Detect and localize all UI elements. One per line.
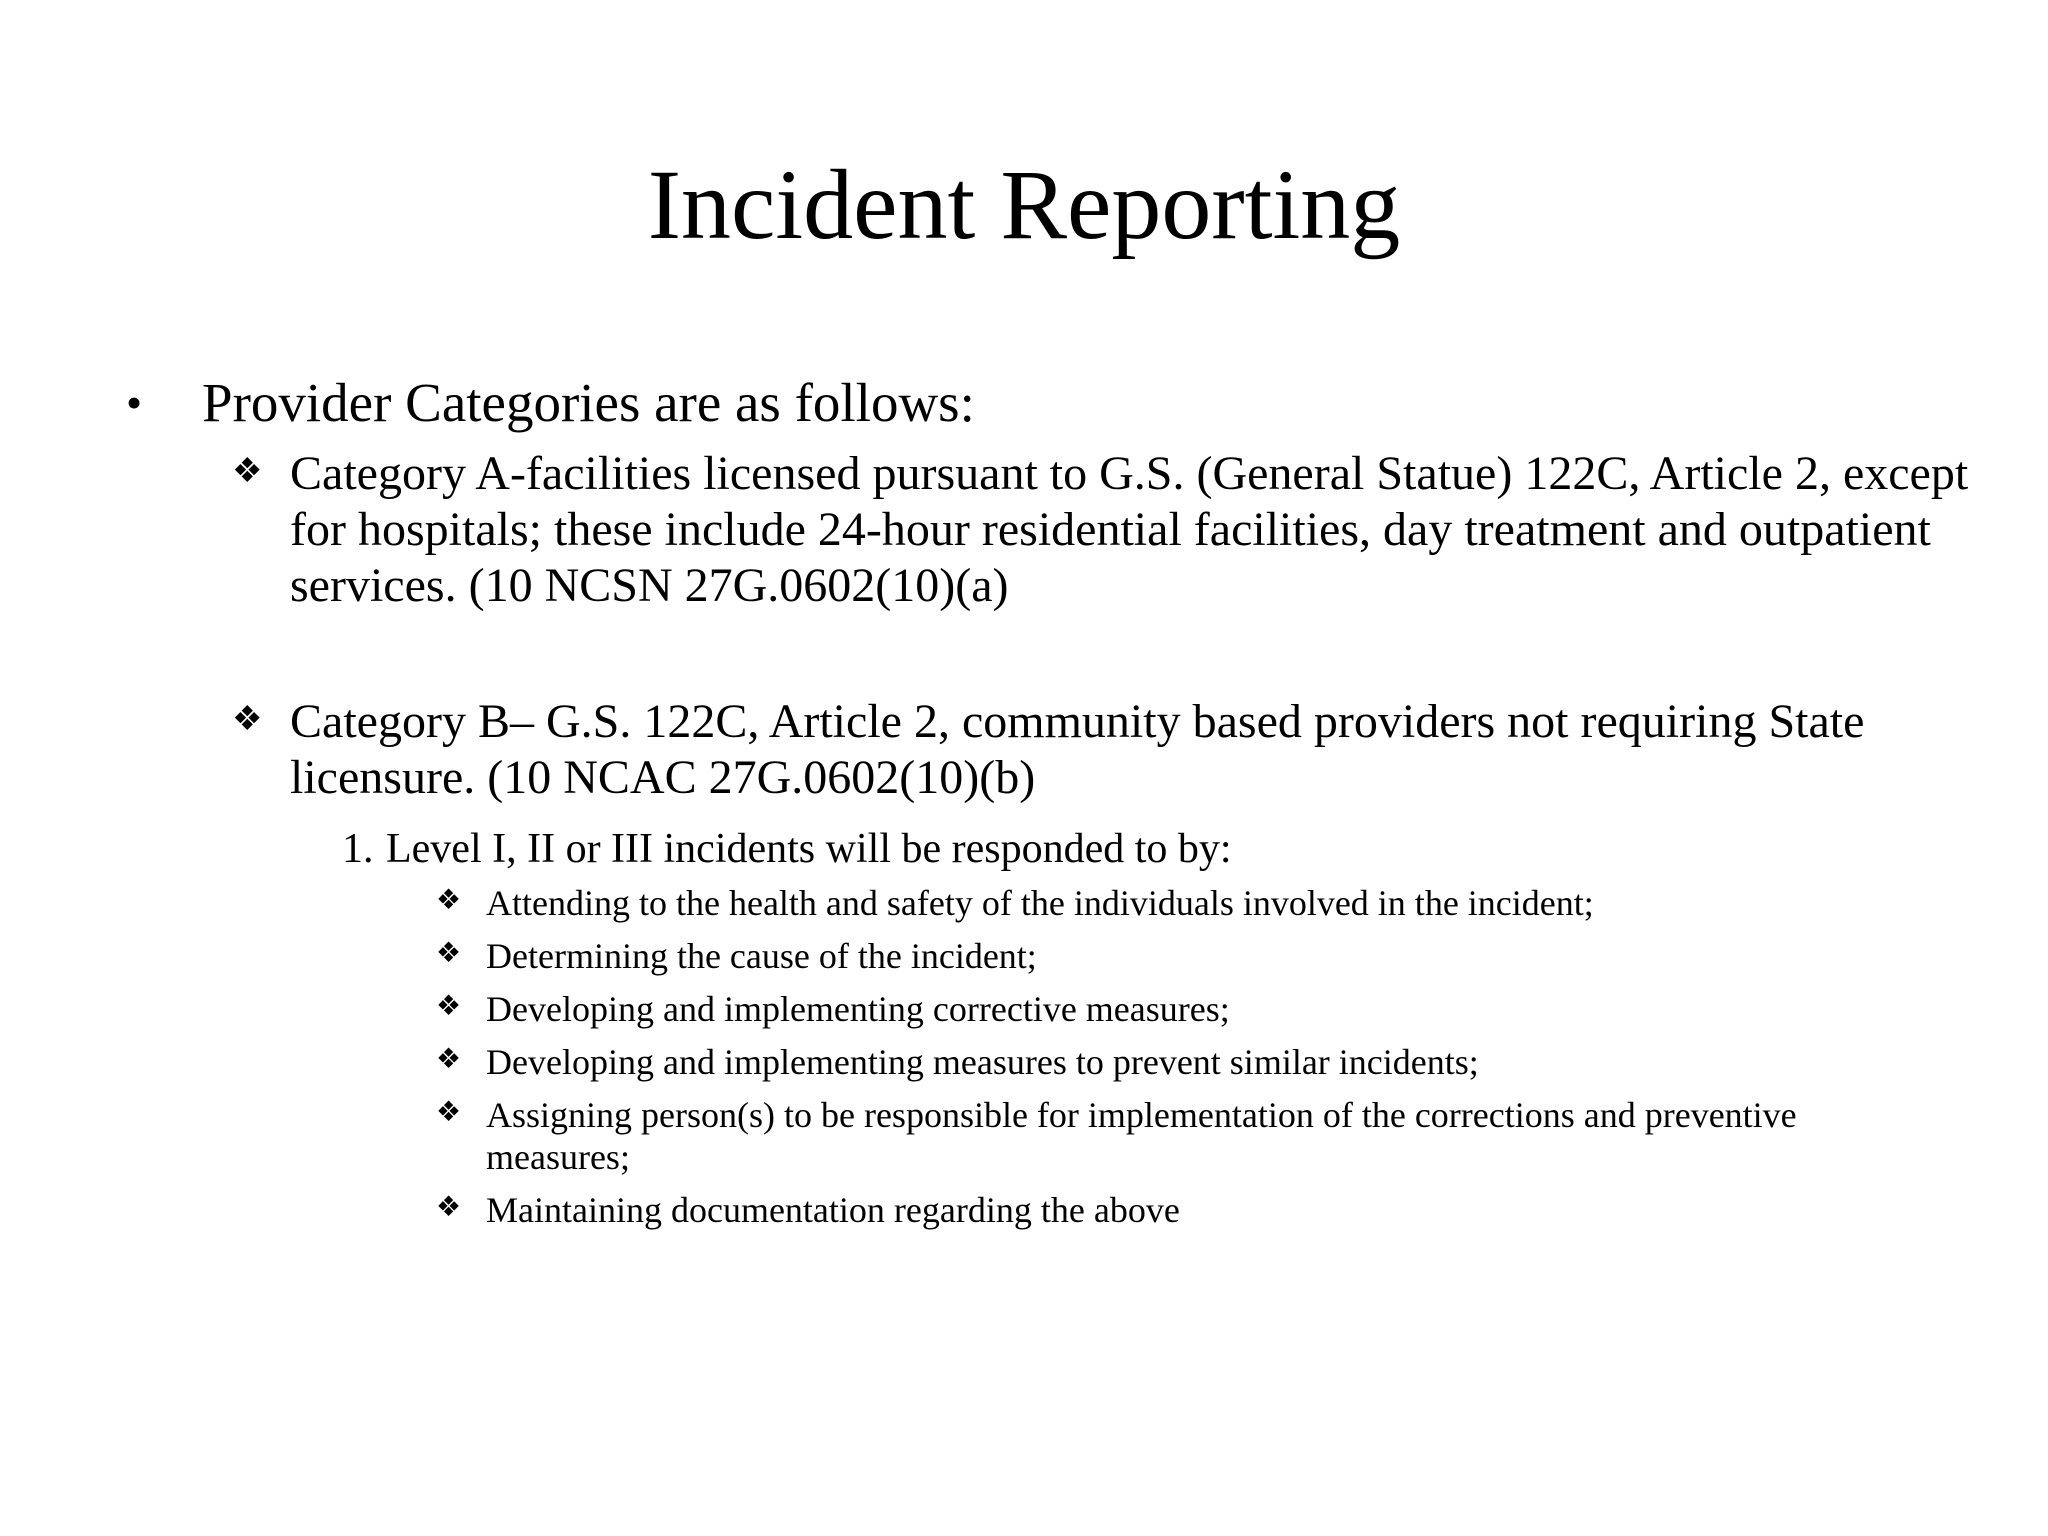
- diamond-bullet-icon: ❖: [436, 1097, 462, 1128]
- bullet-item-provider-categories: [126, 370, 1902, 436]
- bullet-icon: •: [126, 377, 143, 428]
- category-item-b: [232, 694, 1990, 806]
- category-text: Category A-facilities licensed pursuant to G.S. (General Statue) 122C, Article 2, except for hospitals; these include 24-hour residential facilities, day treatment and outpatient services. (10 NCSN 27G.0602(10)(a): [290, 447, 1969, 612]
- slide-title: Incident Reporting: [647, 149, 1401, 260]
- response-text: Maintaining documentation regarding the above: [486, 1190, 1180, 1230]
- response-item: [436, 1189, 1836, 1231]
- diamond-bullet-icon: ❖: [232, 701, 263, 738]
- response-item: [436, 935, 1836, 977]
- response-text: Determining the cause of the incident;: [486, 936, 1037, 976]
- response-text: Developing and implementing corrective measures;: [486, 989, 1230, 1029]
- diamond-bullet-icon: ❖: [436, 938, 462, 969]
- response-text: Assigning person(s) to be responsible for implementation of the corrections and preventive measures;: [486, 1095, 1797, 1177]
- response-item: [436, 882, 1836, 924]
- response-text: Developing and implementing measures to prevent similar incidents;: [486, 1042, 1479, 1082]
- response-text: Attending to the health and safety of the individuals involved in the incident;: [486, 883, 1594, 923]
- numbered-item-text: Level I, II or III incidents will be responded to by:: [386, 826, 1232, 872]
- response-item: [436, 1094, 1836, 1178]
- list-number: 1.: [342, 826, 374, 872]
- category-text: Category B– G.S. 122C, Article 2, community based providers not requiring State licensure. (10 NCAC 27G.0602(10)(b): [290, 695, 1865, 804]
- numbered-item: [342, 824, 1886, 874]
- response-item: [436, 1041, 1836, 1083]
- category-item-a: [232, 446, 1990, 614]
- response-item: [436, 988, 1836, 1030]
- diamond-bullet-icon: ❖: [436, 885, 462, 916]
- diamond-bullet-icon: ❖: [436, 1192, 462, 1223]
- diamond-bullet-icon: ❖: [436, 1044, 462, 1075]
- bullet-text: Provider Categories are as follows:: [202, 372, 975, 433]
- diamond-bullet-icon: ❖: [232, 453, 263, 490]
- diamond-bullet-icon: ❖: [436, 991, 462, 1022]
